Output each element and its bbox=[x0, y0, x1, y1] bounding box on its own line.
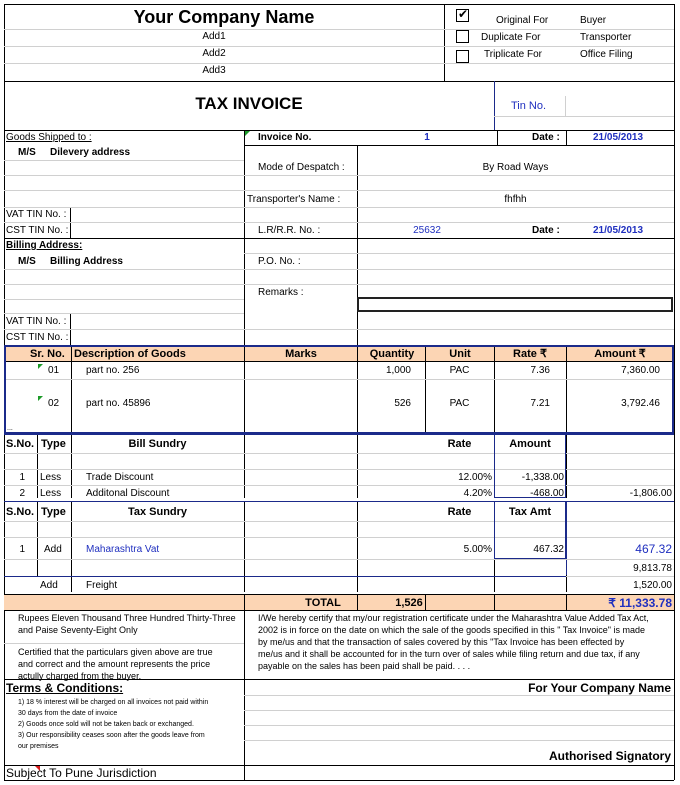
bill-ms: M/S bbox=[18, 256, 36, 267]
item-2-desc[interactable]: part no. 45896 bbox=[86, 398, 151, 409]
authorised-signatory: Authorised Signatory bbox=[548, 749, 671, 763]
remarks-input[interactable] bbox=[357, 297, 673, 312]
bill-vat-tin: VAT TIN No. : bbox=[6, 316, 67, 327]
col-sr-header: Sr. No. bbox=[30, 348, 65, 360]
bs-2-type: Less bbox=[40, 488, 62, 499]
lr-label: L.R/R.R. No. : bbox=[258, 225, 321, 236]
ts-rate-header: Rate bbox=[447, 506, 472, 518]
for-company: For Your Company Name bbox=[528, 681, 671, 695]
address-line-1: Add1 bbox=[202, 31, 226, 42]
item-2-sr: 02 bbox=[48, 398, 60, 409]
amount-in-words: Rupees Eleven Thousand Three Hundred Thirty-Three and Paise Seventy-Eight Only bbox=[18, 613, 236, 635]
ship-ms: M/S bbox=[18, 147, 36, 158]
copy-label-original: Original For bbox=[496, 15, 549, 26]
item-1-unit[interactable]: PAC bbox=[449, 365, 470, 376]
billing-label: Billing Address: bbox=[6, 240, 83, 251]
duplicate-checkbox[interactable] bbox=[456, 30, 469, 43]
invoice-title: TAX INVOICE bbox=[195, 94, 303, 113]
col-unit-header: Unit bbox=[449, 348, 471, 360]
bs-2-amount[interactable]: -468.00 bbox=[530, 488, 564, 499]
ts-amount-header: Tax Amt bbox=[508, 506, 552, 518]
bill-address: Billing Address bbox=[50, 256, 123, 267]
bs-rate-header: Rate bbox=[447, 438, 472, 450]
bs-2-sno: 2 bbox=[19, 488, 25, 499]
date-label: Date : bbox=[532, 132, 560, 143]
freight-amount[interactable]: 1,520.00 bbox=[633, 580, 672, 591]
original-checkbox[interactable] bbox=[456, 9, 469, 22]
despatch-value[interactable]: By Road Ways bbox=[482, 162, 549, 173]
remarks-label: Remarks : bbox=[258, 287, 304, 298]
col-rate-header: Rate ₹ bbox=[513, 348, 547, 360]
lr-date-label: Date : bbox=[532, 225, 560, 236]
item-2-qty[interactable]: 526 bbox=[394, 398, 411, 409]
copy-party-buyer: Buyer bbox=[580, 15, 607, 26]
item-1-amount[interactable]: 7,360.00 bbox=[621, 365, 660, 376]
total-qty: 1,526 bbox=[395, 597, 423, 609]
item-2-rate[interactable]: 7.21 bbox=[530, 398, 550, 409]
ship-cst-tin: CST TIN No. : bbox=[6, 225, 69, 236]
lr-date[interactable]: 21/05/2013 bbox=[593, 225, 644, 236]
cell-marker bbox=[245, 131, 250, 136]
tin-label: Tin No. bbox=[511, 100, 547, 112]
ship-address: Dilevery address bbox=[50, 147, 131, 158]
invoice-no-value[interactable]: 1 bbox=[424, 132, 430, 143]
lr-value[interactable]: 25632 bbox=[413, 225, 441, 236]
col-marks-header: Marks bbox=[285, 348, 317, 360]
ts-1-type: Add bbox=[44, 544, 62, 555]
item-1-qty[interactable]: 1,000 bbox=[385, 365, 411, 376]
freight-type: Add bbox=[40, 580, 58, 591]
ts-sno-header: S.No. bbox=[6, 506, 35, 518]
po-label: P.O. No. : bbox=[258, 256, 301, 267]
ship-vat-tin: VAT TIN No. : bbox=[6, 209, 67, 220]
invoice-no-label: Invoice No. bbox=[258, 132, 312, 143]
ts-type-header: Type bbox=[41, 506, 66, 518]
terms-title: Terms & Conditions: bbox=[6, 681, 124, 695]
jurisdiction: Subject To Pune Jurisdiction bbox=[6, 766, 157, 780]
copy-party-office: Office Filing bbox=[580, 49, 633, 60]
bs-1-sno: 1 bbox=[19, 472, 25, 483]
ts-name-header: Tax Sundry bbox=[127, 506, 188, 518]
bs-sno-header: S.No. bbox=[6, 438, 35, 450]
bs-total: -1,806.00 bbox=[629, 488, 672, 499]
ts-1-amount[interactable]: 467.32 bbox=[533, 544, 564, 555]
total-label: TOTAL bbox=[305, 597, 341, 609]
bs-2-rate[interactable]: 4.20% bbox=[463, 488, 492, 499]
declaration-text: I/We hereby certify that my/our registration certificate under the Maharashtra Value Added Tax Act, 2002 is in force on the date on which the sale of the goods specified in this " Tax Invoice" is made by me/us and that the transaction of sales covered by this "Tax Invoice has been effected by me/us and it shall be accounted for in the turn over of sales while filing return and due tax, if any payable on the sales has been paid shall be paid. . . . bbox=[258, 613, 649, 671]
item-1-sr: 01 bbox=[48, 365, 60, 376]
bs-1-rate[interactable]: 12.00% bbox=[458, 472, 492, 483]
certified-text: Certified that the particulars given above are true and correct and the amount represents the price actully charged from the buyer. bbox=[18, 647, 213, 681]
item-2-unit[interactable]: PAC bbox=[449, 398, 470, 409]
copy-label-triplicate: Triplicate For bbox=[484, 49, 542, 60]
transporter-label: Transporter's Name : bbox=[247, 194, 341, 205]
triplicate-checkbox[interactable] bbox=[456, 50, 469, 63]
copy-label-duplicate: Duplicate For bbox=[481, 32, 541, 43]
copy-party-transporter: Transporter bbox=[580, 32, 632, 43]
col-desc-header: Description of Goods bbox=[74, 348, 186, 360]
shipped-to-label: Goods Shipped to : bbox=[6, 132, 92, 143]
transporter-value[interactable]: fhfhh bbox=[504, 194, 527, 205]
bs-type-header: Type bbox=[41, 438, 66, 450]
ts-total: 467.32 bbox=[635, 542, 672, 556]
despatch-label: Mode of Despatch : bbox=[258, 162, 345, 173]
freight-name[interactable]: Freight bbox=[86, 580, 118, 591]
address-line-3: Add3 bbox=[202, 65, 226, 76]
bs-1-type: Less bbox=[40, 472, 62, 483]
address-line-2: Add2 bbox=[202, 48, 226, 59]
terms-list: 1) 18 % interest will be charged on all invoices not paid within 30 days from the date of invoice 2) Goods once sold will not be taken back or exchanged. 3) Our responsibility ceases soon after the goods leave from our premises bbox=[18, 699, 209, 750]
bs-2-name[interactable]: Additonal Discount bbox=[86, 488, 170, 499]
invoice-date[interactable]: 21/05/2013 bbox=[593, 132, 644, 143]
items-ellipsis: ... bbox=[7, 425, 13, 432]
ts-1-sno: 1 bbox=[19, 544, 25, 555]
company-name: Your Company Name bbox=[133, 7, 315, 27]
bill-cst-tin: CST TIN No. : bbox=[6, 332, 69, 343]
item-1-desc[interactable]: part no. 256 bbox=[86, 365, 140, 376]
bs-1-name[interactable]: Trade Discount bbox=[86, 472, 154, 483]
total-amount: ₹ 11,333.78 bbox=[608, 596, 672, 610]
bs-amount-header: Amount bbox=[509, 438, 551, 450]
item-2-amount[interactable]: 3,792.46 bbox=[621, 398, 660, 409]
col-amount-header: Amount ₹ bbox=[594, 348, 646, 360]
item-1-rate[interactable]: 7.36 bbox=[530, 365, 550, 376]
ts-1-name[interactable]: Maharashtra Vat bbox=[86, 544, 160, 555]
bs-name-header: Bill Sundry bbox=[128, 438, 187, 450]
subtotal: 9,813.78 bbox=[633, 563, 672, 574]
checkmark-icon: ✔ bbox=[458, 7, 469, 21]
ts-1-rate[interactable]: 5.00% bbox=[463, 544, 492, 555]
col-qty-header: Quantity bbox=[369, 348, 415, 360]
bs-1-amount[interactable]: -1,338.00 bbox=[521, 472, 564, 483]
